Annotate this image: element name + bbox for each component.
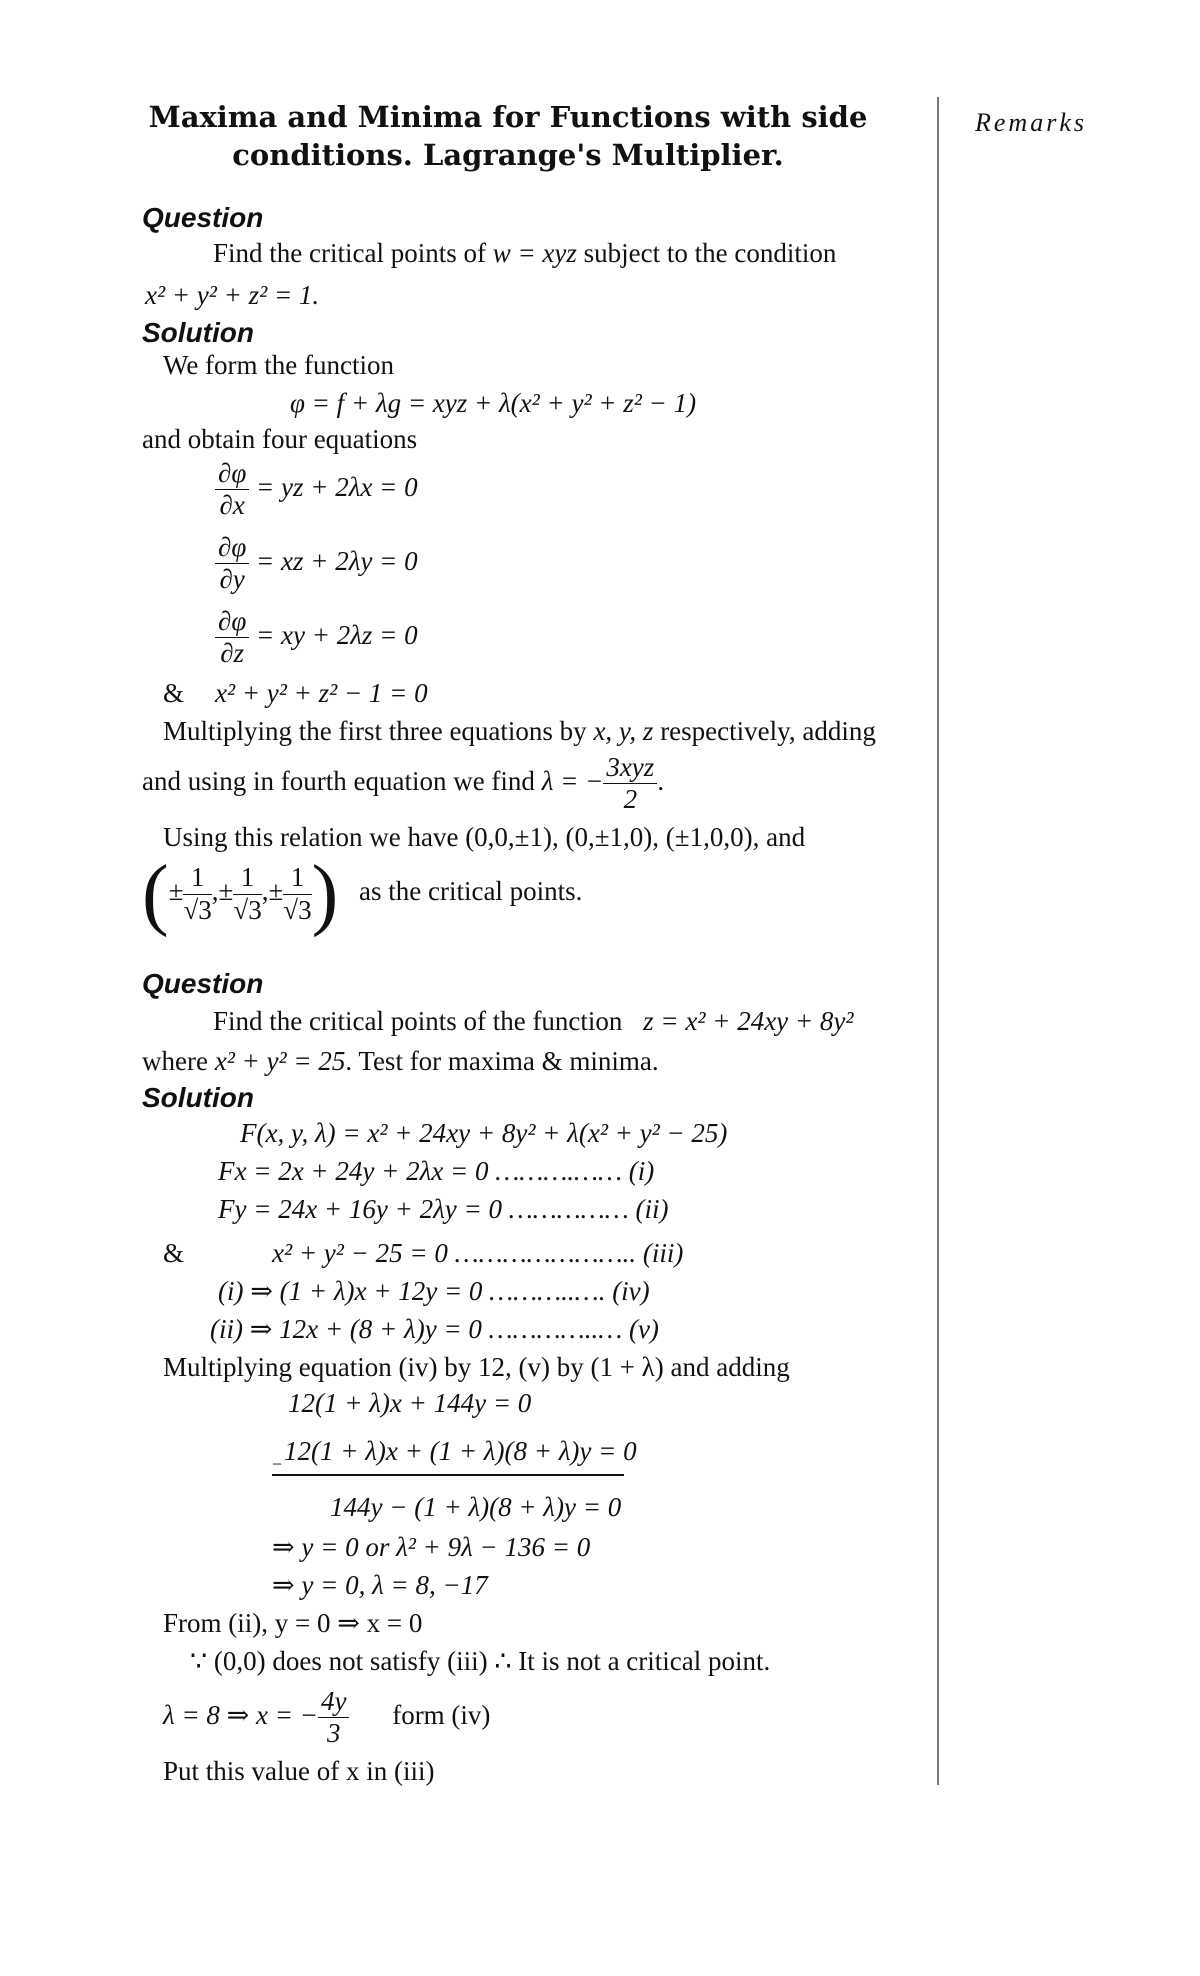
s2-subtraction-rule bbox=[272, 1474, 624, 1476]
s2-lambda-values: ⇒ y = 0, λ = 8, −17 bbox=[272, 1570, 488, 1600]
s1-critical-point-sqrt3: (± $\frac{1}{√3}$ ,± $\frac{1}{√3}$ ,± $\frac{1}{√3}$ ) as the critical points. bbox=[142, 850, 583, 938]
s2-Fx-equation: Fx = 2x + 24y + 2λx = 0 ……….…… (i) bbox=[218, 1156, 655, 1186]
s2-equation-v: (ii) ⇒ 12x + (8 + λ)y = 0 …………..… (v) bbox=[210, 1314, 659, 1344]
s2-adding-line-1: 12(1 + λ)x + 144y = 0 bbox=[288, 1388, 532, 1418]
s2-ampersand: & bbox=[163, 1238, 185, 1268]
question-2-text: Find the critical points of the function z = x² + 24xy + 8y² bbox=[213, 1006, 854, 1036]
q1-equation-w: w = xyz bbox=[492, 238, 577, 268]
solution-2-heading: Solution bbox=[142, 1082, 254, 1113]
s1-intro: We form the function bbox=[163, 350, 395, 380]
page-title-line-1: Maxima and Minima for Functions with side bbox=[148, 100, 868, 134]
q1-constraint: x² + y² + z² = 1. bbox=[145, 280, 320, 310]
s2-not-critical: ∵ (0,0) does not satisfy (iii) ∴ It is not a critical point. bbox=[190, 1646, 771, 1676]
s1-equation-2: $\frac{\partial\varphi}{\partial y}$ = xz + 2λy = 0 bbox=[215, 532, 418, 595]
q1-text-a: Find the critical points of bbox=[213, 238, 493, 268]
s1-equation-1: $\frac{\partial\varphi}{\partial x}$ = yz + 2λx = 0 bbox=[215, 458, 418, 521]
s1-obtain-text: and obtain four equations bbox=[142, 424, 418, 454]
s2-minus-sign: − bbox=[272, 1454, 283, 1474]
s2-multiplying-text: Multiplying equation (iv) by 12, (v) by (1 + λ) and adding bbox=[163, 1352, 790, 1382]
s2-adding-result: 144y − (1 + λ)(8 + λ)y = 0 bbox=[330, 1492, 622, 1522]
question-2-heading: Question bbox=[142, 968, 264, 999]
s2-F-equation: F(x, y, λ) = x² + 24xy + 8y² + λ(x² + y² − 25) bbox=[240, 1118, 728, 1148]
s2-y-or-lambda: ⇒ y = 0 or λ² + 9λ − 136 = 0 bbox=[272, 1532, 591, 1562]
s1-equation-3: $\frac{\partial\varphi}{\partial z}$ = xy + 2λz = 0 bbox=[215, 606, 418, 669]
question-2-constraint: where x² + y² = 25. Test for maxima & minima. bbox=[142, 1046, 659, 1076]
s1-relation-text: Using this relation we have (0,0,±1), (0,±1,0), (±1,0,0), and bbox=[163, 822, 806, 852]
s2-adding-line-2: 12(1 + λ)x + (1 + λ)(8 + λ)y = 0 bbox=[284, 1436, 637, 1466]
s1-phi-equation: φ = f + λg = xyz + λ(x² + y² + z² − 1) bbox=[290, 388, 697, 418]
solution-1-heading: Solution bbox=[142, 317, 254, 348]
q1-text-b: subject to the condition bbox=[576, 238, 837, 268]
s1-multiplying-text: Multiplying the first three equations by x, y, z respectively, adding bbox=[163, 716, 876, 746]
s1-ampersand: & bbox=[163, 678, 185, 708]
s2-equation-iv: (i) ⇒ (1 + λ)x + 12y = 0 ………..…. (iv) bbox=[218, 1276, 650, 1306]
s2-equation-iii: x² + y² − 25 = 0 ………………….. (iii) bbox=[272, 1238, 684, 1268]
s2-from-ii: From (ii), y = 0 ⇒ x = 0 bbox=[163, 1608, 423, 1638]
margin-divider bbox=[937, 97, 939, 1785]
s2-lambda-8-line: λ = 8 ⇒ x = − $\frac{4y}{3}$ form (iv) bbox=[163, 1686, 491, 1749]
question-1-heading: Question bbox=[142, 202, 264, 233]
s2-put-value: Put this value of x in (iii) bbox=[163, 1756, 435, 1786]
s2-Fy-equation: Fy = 24x + 16y + 2λy = 0 …………… (ii) bbox=[218, 1194, 669, 1224]
s1-lambda-line: and using in fourth equation we find λ = − $\frac{\text{3xyz}}{2}$ . bbox=[142, 752, 665, 815]
remarks-label: Remarks bbox=[975, 108, 1087, 137]
page-title-line-2: conditions. Lagrange's Multiplier. bbox=[232, 138, 784, 172]
question-1-text bbox=[213, 238, 836, 269]
s1-equation-4: x² + y² + z² − 1 = 0 bbox=[215, 678, 428, 708]
